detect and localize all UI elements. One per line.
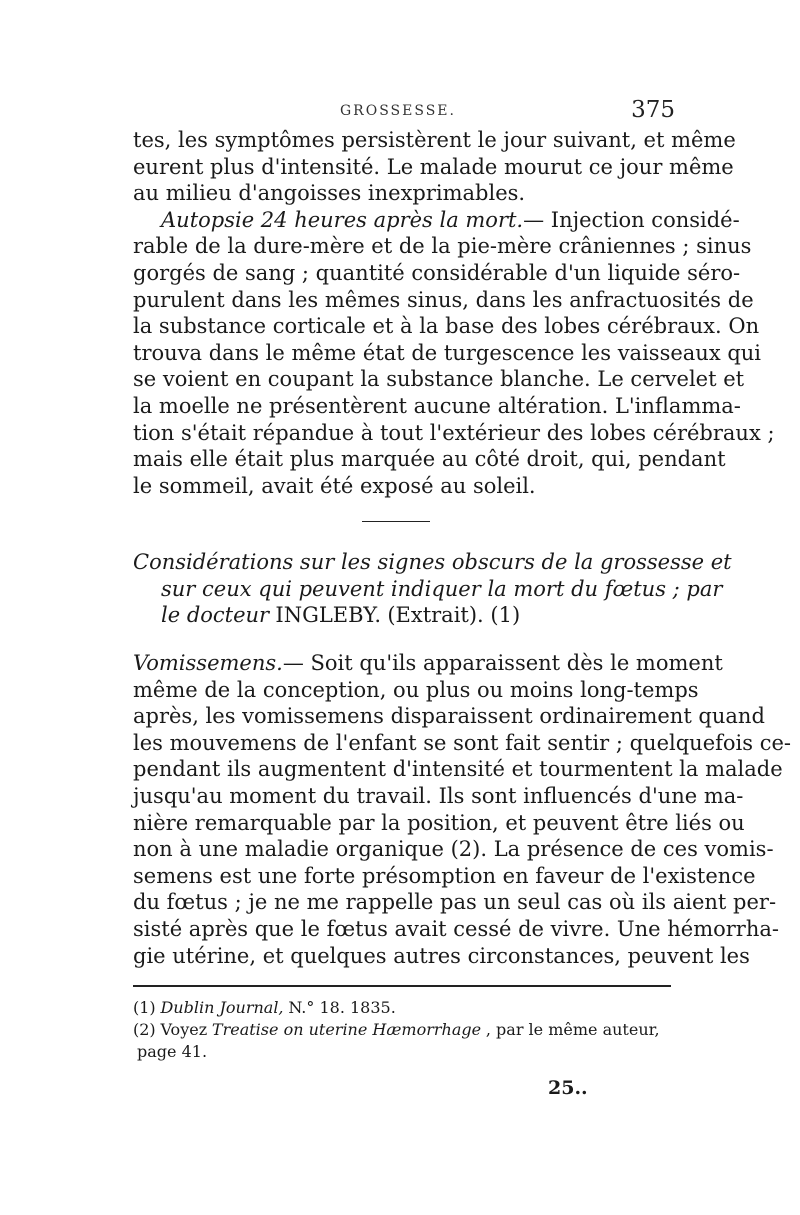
text-line: les mouvemens de l'enfant se sont fait sentir ; quelquefois ce- [133, 730, 791, 755]
text-line: Vomissemens. — Soit qu'ils apparaissent dès le moment [133, 651, 723, 675]
text-line: pendant ils augmentent d'intensité et tourmentent la malade [133, 757, 783, 782]
text-line: tes, les symptômes persistèrent le jour suivant, et même [133, 128, 736, 152]
text-line: le sommeil, avait été exposé au soleil. [133, 473, 536, 498]
heading-line: le docteur INGLEBY. (Extrait). (1) [161, 603, 521, 628]
author-name: INGLEBY. [275, 603, 382, 628]
running-head [135, 97, 675, 131]
text-line: tion s'était répandue à tout l'extérieur des lobes cérébraux ; [133, 420, 775, 445]
page-number: 375 [631, 97, 675, 123]
text-line: gie utérine, et quelques autres circonstances, peuvent les [133, 943, 750, 968]
text-line: après, les vomissemens disparaissent ordinairement quand [133, 704, 765, 729]
text-line: Autopsie 24 heures après la mort. — Injection considé- [161, 207, 740, 232]
text-line: purulent dans les mêmes sinus, dans les anfractuosités de [133, 287, 754, 312]
heading-line: Considérations sur les signes obscurs de la grossesse et [133, 550, 732, 574]
footnote-1: (1) Dublin Journal, N.° 18. 1835. [133, 998, 396, 1017]
footnote-2: (2) Voyez Treatise on uterine Hæmorrhage , par le même auteur, [133, 1020, 660, 1039]
text-line: se voient en coupant la substance blanche. Le cervelet et [133, 367, 745, 392]
text-line: gorgés de sang ; quantité considérable d'un liquide séro- [133, 260, 741, 285]
text-line: du fœtus ; je ne me rappelle pas un seul cas où ils aient per- [133, 890, 777, 915]
heading-line: sur ceux qui peuvent indiquer la mort du fœtus ; par [161, 576, 723, 601]
footnote-rule [133, 985, 671, 987]
running-title: GROSSESSE. [340, 103, 456, 119]
text-line: sisté après que le fœtus avait cessé de vivre. Une hémorrha- [133, 916, 779, 941]
text-line: nière remarquable par la position, et peuvent être liés ou [133, 810, 745, 835]
signature-mark: 25.. [548, 1077, 588, 1099]
section-separator [362, 521, 430, 522]
body-text-bottom [133, 650, 791, 969]
vomissemens-lead: Vomissemens. [133, 651, 283, 675]
text-line: jusqu'au moment du travail. Ils sont influencés d'une ma- [133, 783, 744, 808]
autopsy-lead: Autopsie 24 heures après la mort. [161, 207, 524, 232]
footnote-2-continuation: page 41. [137, 1042, 208, 1061]
footnotes [133, 997, 673, 1063]
text-line: trouva dans le même état de turgescence les vaisseaux qui [133, 340, 762, 365]
text-line: non à une maladie organique (2). La présence de ces vomis- [133, 837, 774, 862]
text-line: au milieu d'angoisses inexprimables. [133, 181, 526, 206]
body-text-top [133, 127, 775, 499]
text-line: rable de la dure-mère et de la pie-mère crâniennes ; sinus [133, 234, 752, 259]
text-line: même de la conception, ou plus ou moins long-temps [133, 677, 699, 702]
text-line: la substance corticale et à la base des lobes cérébraux. On [133, 314, 760, 339]
text-line: eurent plus d'intensité. Le malade mourut ce jour même [133, 154, 734, 179]
text-line: mais elle était plus marquée au côté droit, qui, pendant [133, 447, 726, 472]
article-heading [133, 549, 732, 629]
text-line: la moelle ne présentèrent aucune altération. L'inflamma- [133, 393, 741, 418]
text-line: semens est une forte présomption en faveur de l'existence [133, 863, 756, 888]
